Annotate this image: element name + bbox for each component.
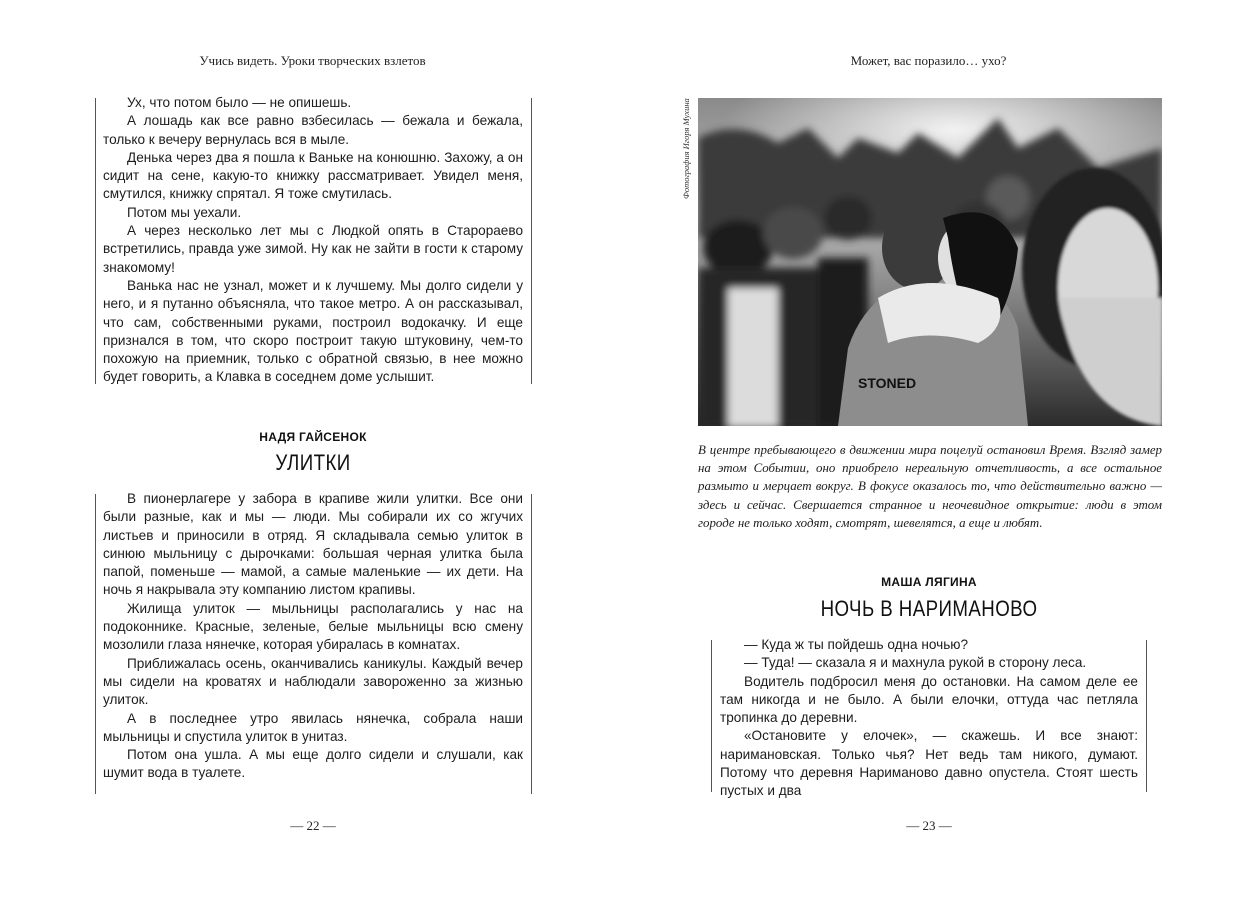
running-head-right: Может, вас поразило… ухо? bbox=[850, 53, 1007, 68]
story-title: НОЧЬ В НАРИМАНОВО bbox=[820, 596, 1038, 621]
paragraph: Приближалась осень, оканчивались каникулы. Каждый вечер мы сидели на кроватях и наблюдали завороженно за жизнью улиток. bbox=[103, 655, 523, 708]
paragraph: — Туда! — сказала я и махнула рукой в сторону леса. bbox=[744, 655, 1087, 671]
paragraph: Потом она ушла. А мы еще долго сидели и слушали, как шумит вода в туалете. bbox=[103, 747, 523, 781]
margin-rule bbox=[1146, 640, 1147, 792]
story-title: УЛИТКИ bbox=[275, 450, 351, 475]
margin-rule bbox=[95, 494, 96, 794]
story2-text bbox=[103, 490, 523, 783]
paragraph: Водитель подбросил меня до остановки. На самом деле ее там никогда и не было. А были елочки, оттуда час петляла тропинка до деревни. bbox=[720, 673, 1138, 726]
page-number-right: — 23 — bbox=[906, 818, 952, 833]
margin-rule bbox=[531, 98, 532, 384]
photo-caption: В центре пребывающего в движении мира поцелуй остановил Время. Взгляд замер на этом Событии, оно приобрело нереальную отчетливость, а все остальное размыто и мерцает вокруг. В фокусе оказалось то, что действительно важно — здесь и сейчас. Свершается странное и неочевидное открытие: люди в этом городе не только ходят, смотрят, шевелятся, а еще и любят. bbox=[698, 443, 1162, 530]
paragraph: Денька через два я пошла к Ваньке на конюшню. Захожу, а он сидит на сене, какую-то книжку рассматривает. Увидел меня, смутился, книжку спрятал. Я тоже смутилась. bbox=[103, 149, 523, 202]
story-author: МАША ЛЯГИНА bbox=[881, 575, 977, 589]
paragraph: — Куда ж ты пойдешь одна ночью? bbox=[744, 637, 969, 652]
shirt-print: STONED bbox=[858, 375, 917, 391]
photo-graphic bbox=[698, 98, 1162, 426]
story-author: НАДЯ ГАЙСЕНОК bbox=[259, 430, 367, 444]
running-head-left: Учись видеть. Уроки творческих взлетов bbox=[199, 53, 426, 68]
paragraph: А через несколько лет мы с Людкой опять в Старораево встретились, правда уже зимой. Ну как не зайти в гости к старому знакомому! bbox=[103, 223, 523, 275]
story3-text bbox=[720, 636, 1138, 801]
paragraph: Жилища улиток — мыльницы располагались у нас на подоконнике. Красные, зеленые, белые мыльницы всю смену мозолили глаза нянечке, которая убиралась в комнатах. bbox=[103, 600, 523, 653]
paragraph: А в последнее утро явилась нянечка, собрала наши мыльницы и спустила улиток в унитаз. bbox=[103, 710, 523, 744]
story1-text bbox=[103, 94, 523, 387]
photo-credit: Фотография Игоря Мухина bbox=[681, 98, 691, 199]
right-page bbox=[621, 0, 1242, 900]
paragraph: А лошадь как все равно взбесилась — бежала и бежала, только к вечеру вернулась вся в мыле. bbox=[103, 113, 523, 147]
crowd-kiss-photo bbox=[698, 98, 1162, 426]
margin-rule bbox=[95, 98, 96, 384]
paragraph: Ванька нас не узнал, может и к лучшему. Мы долго сидели у него, и я путанно объясняла, что такое метро. А он рассказывал, что сам, собственными руками, построил водокачку. И еще признался в том, что скоро построит такую штуковину, чем-то похожую на приемник, только с обратной связью, в нее можно будет говорить, а Клавка в соседнем доме услышит. bbox=[103, 277, 523, 385]
paragraph: Ух, что потом было — не опишешь. bbox=[127, 95, 352, 110]
paragraph: «Остановите у елочек», — скажешь. И все знают: наримановская. Только чья? Нет ведь там никого, думают. Потому что деревня Нариманово давно опустела. Стоят шесть пустых и два bbox=[720, 728, 1138, 799]
page-number-left: — 22 — bbox=[290, 818, 336, 833]
paragraph: В пионерлагере у забора в крапиве жили улитки. Все они были разные, как и мы — люди. Мы собирали их со жгучих листьев и приносили в отряд. Я складывала семью улиток в синюю мыльницу с дырочками: большая черная улитка была папой, поменьше — мамой, а самые маленькие — их дети. На ночь я накрывала эту компанию листом крапивы. bbox=[103, 491, 523, 598]
margin-rule bbox=[531, 494, 532, 794]
margin-rule bbox=[711, 640, 712, 792]
paragraph: Потом мы уехали. bbox=[127, 204, 242, 220]
